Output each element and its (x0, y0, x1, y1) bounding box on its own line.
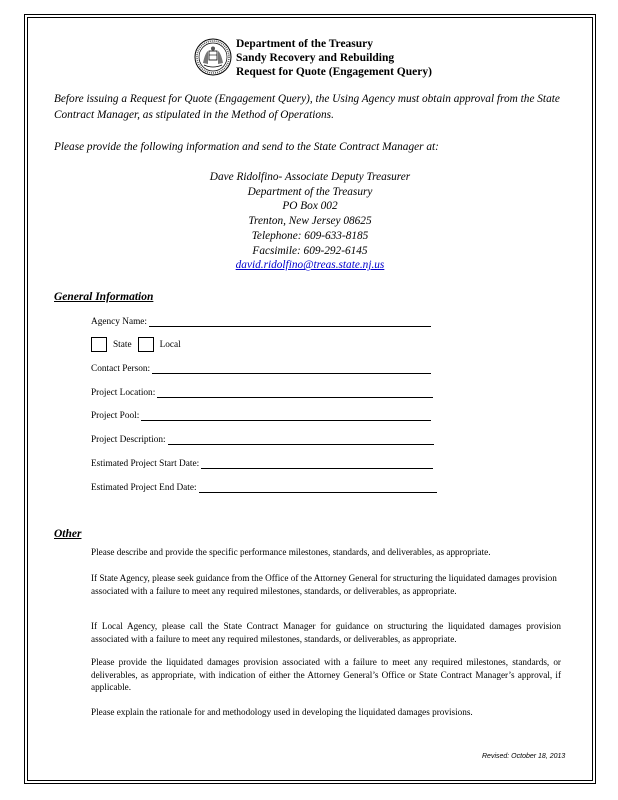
other-paragraph-liquidated-damages: Please provide the liquidated damages provision associated with a failure to meet any required milestones, standards, or deliverables, as appropriate, with indication of either the Attorney General’s Office or State Contract Manager’s approval, if applicable. (91, 657, 561, 693)
agency-name-field[interactable] (91, 317, 431, 327)
agency-type-options (91, 337, 187, 352)
contact-city: Trenton, New Jersey 08625 (248, 215, 372, 228)
intro-send-text: Please provide the following information and send to the State Contract Manager at: (54, 141, 439, 153)
contact-facsimile: Facsimile: 609-292-6145 (252, 244, 368, 257)
other-heading: Other (54, 528, 82, 540)
end-date-field[interactable] (91, 483, 437, 493)
other-paragraph-local-agency: If Local Agency, please call the State Contract Manager for guidance on structuring the liquidated damages provision associated with a failure to meet any required milestones, standards, or deliverables, as appropriate. (91, 621, 561, 644)
state-checkbox[interactable] (91, 337, 107, 352)
contact-person-line[interactable] (152, 364, 431, 374)
contact-department: Department of the Treasury (247, 185, 373, 198)
other-paragraph-milestones: Please describe and provide the specific performance milestones, standards, and deliverables, as appropriate. (91, 547, 491, 557)
project-pool-label: Project Pool: (91, 411, 140, 421)
contact-person-field[interactable] (91, 364, 431, 374)
other-paragraph-state-agency: If State Agency, please seek guidance from the Office of the Attorney General for structuring the liquidated damages provision associated with a failure to meet any required milestones, standards, or deliverables, as appropriate. (91, 573, 557, 596)
general-information-heading: General Information (54, 291, 154, 303)
project-pool-field[interactable] (91, 411, 431, 421)
header-department: Department of the Treasury (236, 38, 374, 50)
project-location-label: Project Location: (91, 388, 156, 398)
other-paragraph-rationale: Please explain the rationale for and methodology used in developing the liquidated damages provisions. (91, 707, 473, 717)
start-date-label: Estimated Project Start Date: (91, 459, 200, 469)
contact-block (160, 170, 460, 273)
project-description-field[interactable] (91, 435, 434, 445)
project-pool-line[interactable] (141, 411, 431, 421)
intro-approval-text: Before issuing a Request for Quote (Engagement Query), the Using Agency must obtain approval from the State Contract Manager, as stipulated in the Method of Operations. (54, 93, 560, 121)
header-form-title: Request for Quote (Engagement Query) (236, 66, 432, 78)
project-location-line[interactable] (157, 388, 433, 398)
revised-date: Revised: October 18, 2013 (482, 753, 566, 760)
contact-email-link[interactable]: david.ridolfino@treas.state.nj.us (235, 259, 385, 272)
start-date-line[interactable] (201, 459, 433, 469)
project-location-field[interactable] (91, 388, 433, 398)
project-description-label: Project Description: (91, 435, 166, 445)
end-date-line[interactable] (199, 483, 437, 493)
document-header (236, 37, 432, 79)
local-checkbox[interactable] (138, 337, 154, 352)
local-label: Local (159, 339, 181, 350)
state-label: State (113, 339, 132, 350)
contact-person-label: Contact Person: (91, 364, 151, 374)
project-description-line[interactable] (168, 435, 434, 445)
contact-name: Dave Ridolfino- Associate Deputy Treasurer (209, 171, 411, 183)
end-date-label: Estimated Project End Date: (91, 483, 197, 493)
state-seal-icon (194, 38, 232, 76)
contact-po-box: PO Box 002 (282, 200, 338, 213)
agency-name-label: Agency Name: (91, 317, 148, 327)
start-date-field[interactable] (91, 459, 433, 469)
agency-name-line[interactable] (149, 317, 431, 327)
contact-telephone: Telephone: 609-633-8185 (251, 229, 369, 242)
header-program: Sandy Recovery and Rebuilding (236, 52, 395, 64)
